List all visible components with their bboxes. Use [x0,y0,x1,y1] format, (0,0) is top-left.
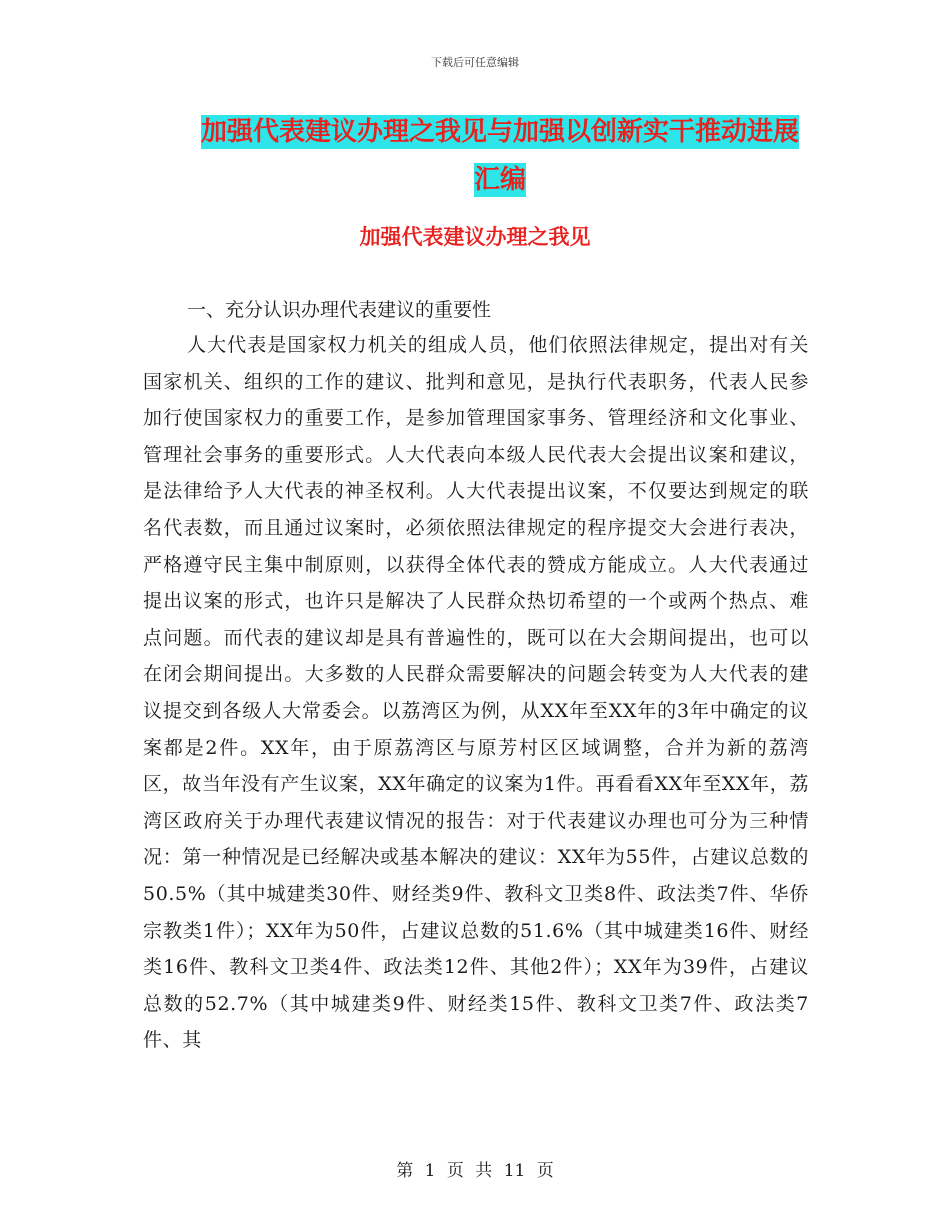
paragraph-1: 人大代表是国家权力机关的组成人员，他们依照法律规定，提出对有关国家机关、组织的工作的建议、批判和意见，是执行代表职务，代表人民参加行使国家权力的重要工作，是参加管理国家事务、管理经济和文化事业、管理社会事务的重要形式。人大代表向本级人民代表大会提出议案和建议，是法律给予人大代表的神圣权利。人大代表提出议案，不仅要达到规定的联名代表数，而且通过议案时，必须依照法律规定的程序提交大会进行表决，严格遵守民主集中制原则，以获得全体代表的赞成方能成立。人大代表通过提出议案的形式，也许只是解决了人民群众热切希望的一个或两个热点、难点问题。而代表的建议却是具有普遍性的，既可以在大会期间提出，也可以在闭会期间提出。大多数的人民群众需要解决的问题会转变为人大代表的建议提交到各级人大常委会。以荔湾区为例，从XX年至XX年的3年中确定的议案都是2件。XX年，由于原荔湾区与原芳村区区域调整，合并为新的荔湾区，故当年没有产生议案，XX年确定的议案为1件。再看看XX年至XX年，荔湾区政府关于办理代表建议情况的报告：对于代表建议办理也可分为三种情况：第一种情况是已经解决或基本解决的建议：XX年为55件，占建议总数的50.5%（其中城建类30件、财经类9件、教科文卫类8件、政法类7件、华侨宗教类1件）；XX年为50件，占建议总数的51.6%（其中城建类16件、财经类16件、教科文卫类4件、政法类12件、其他2件）；XX年为39件，占建议总数的52.7%（其中城建类9件、财经类15件、教科文卫类7件、政法类7件、其 [143,334,809,1052]
document-title-text: 加强代表建议办理之我见与加强以创新实干推动进展汇编 [200,117,799,195]
heading-1: 一、充分认识办理代表建议的重要性 [187,299,492,321]
document-title [190,108,810,204]
header-note: 下载后可任意编辑 [431,56,519,69]
section-title: 加强代表建议办理之我见 [359,225,591,249]
page-footer: 第 1 页 共 11 页 [396,1161,554,1181]
